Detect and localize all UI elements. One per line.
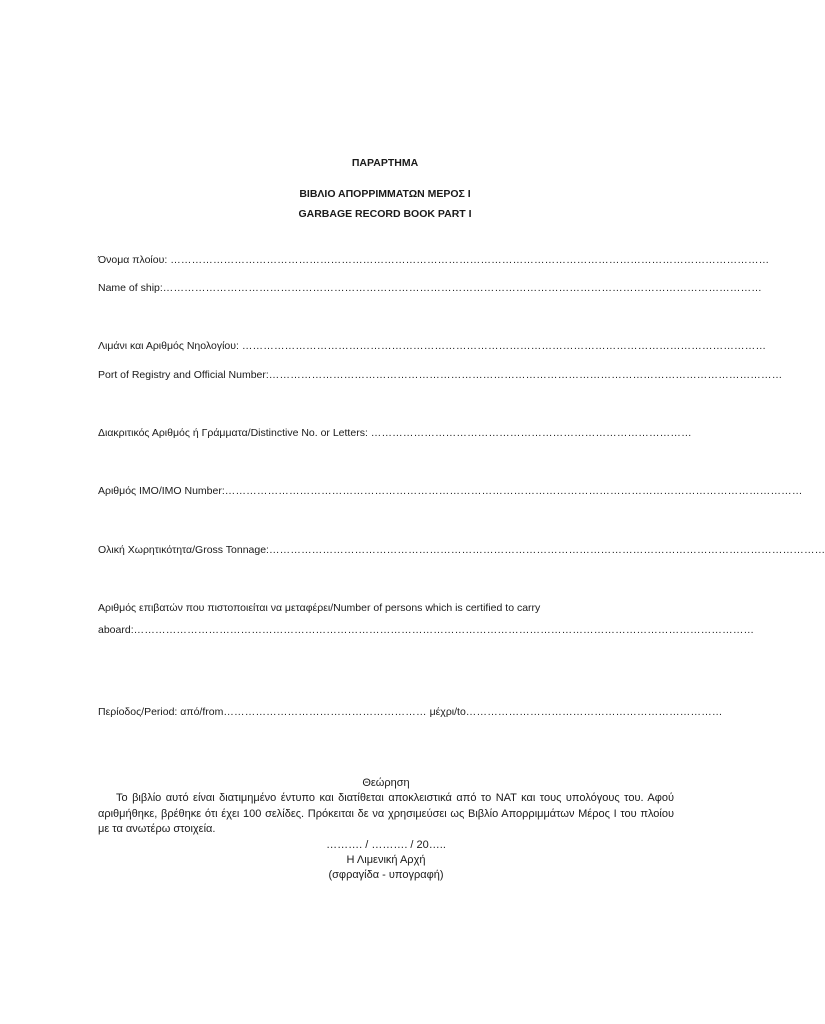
stamp-signature: (σφραγίδα - υπογραφή) xyxy=(328,869,444,882)
persons-blank[interactable]: ………………………………………………………………………………………………………………………………………………………… xyxy=(133,624,755,636)
ship-name-en-field xyxy=(98,282,762,294)
period-to-blank[interactable]: ……………………………………………………………… xyxy=(465,706,723,718)
visa-title: Θεώρηση xyxy=(362,777,410,789)
persons-label-line1: Αριθμός επιβατών που πιστοποιείται να μεταφέρει/Number of persons which is certified to carry xyxy=(98,602,541,614)
visa-section xyxy=(98,776,674,884)
port-en-label: Port of Registry and Official Number: xyxy=(98,369,269,381)
period-field xyxy=(98,706,723,718)
period-to-label: μέχρι/to xyxy=(426,706,466,718)
distinctive-label: Διακριτικός Αριθμός ή Γράμματα/Distinctive No. or Letters: xyxy=(98,427,371,439)
title-english: GARBAGE RECORD BOOK PART I xyxy=(298,208,472,220)
persons-label-line2: aboard: xyxy=(98,624,134,636)
port-authority: Η Λιμενική Αρχή xyxy=(346,854,426,867)
tonnage-label: Ολική Χωρητικότητα/Gross Tonnage: xyxy=(98,544,269,556)
ship-name-en-blank[interactable]: …………………………………………………………………………………………………………………………………………………… xyxy=(162,282,762,294)
imo-blank[interactable]: ……………………………………………………………………………………………………………………………………………… xyxy=(224,485,803,497)
ship-name-gr-label: Όνομα πλοίου: xyxy=(98,254,171,266)
imo-field xyxy=(98,485,803,497)
visa-date: ………. / ………. / 20….. xyxy=(326,838,446,851)
period-from-blank[interactable]: ………………………………………………… xyxy=(223,706,427,718)
tonnage-field xyxy=(98,544,825,556)
ship-name-gr-field xyxy=(98,254,770,266)
distinctive-blank[interactable]: ……………………………………………………………………………… xyxy=(370,427,692,439)
visa-paragraph: Το βιβλίο αυτό είναι διατιμημένο έντυπο και διατίθεται αποκλειστικά από το ΝΑΤ και τους υπολόγους του. Αφού αριθμήθηκε, βρέθηκε ότι έχει 100 σελίδες. Πρόκειται δε να χρησιμεύσει ως Βιβλίο Απορριμμάτων Μέρος Ι του πλοίου με τα ανωτέρω στοιχεία. xyxy=(98,792,674,836)
port-gr-label: Λιμάνι και Αριθμός Νηολογίου: xyxy=(98,340,242,352)
period-from-label: Περίοδος/Period: από/from xyxy=(98,706,224,718)
port-gr-field xyxy=(98,340,767,352)
title-greek: ΒΙΒΛΙΟ ΑΠΟΡΡΙΜΜΑΤΩΝ ΜΕΡΟΣ Ι xyxy=(299,188,471,200)
tonnage-blank[interactable]: ………………………………………………………………………………………………………………………………………… xyxy=(268,544,825,556)
ship-name-en-label: Name of ship: xyxy=(98,282,163,294)
port-en-blank[interactable]: ……………………………………………………………………………………………………………………………… xyxy=(268,369,783,381)
imo-label: Αριθμός ΙΜΟ/IMO Number: xyxy=(98,485,225,497)
distinctive-field xyxy=(98,427,692,439)
port-gr-blank[interactable]: ………………………………………………………………………………………………………………………………… xyxy=(241,340,767,352)
appendix-heading: ΠΑΡΑΡΤΗΜΑ xyxy=(351,157,419,169)
persons-field xyxy=(98,624,755,636)
ship-name-gr-blank[interactable]: …………………………………………………………………………………………………………………………………………………… xyxy=(170,254,770,266)
port-en-field xyxy=(98,369,783,381)
